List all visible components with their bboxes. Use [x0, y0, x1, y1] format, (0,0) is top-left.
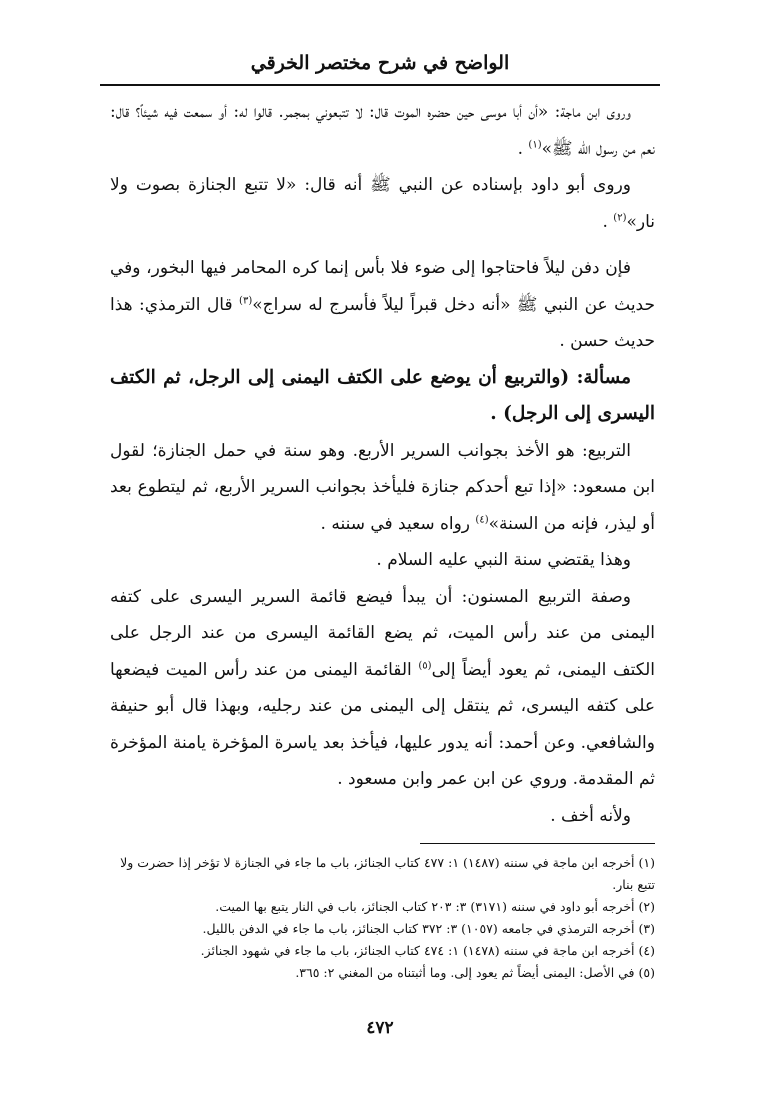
- paragraph-3-text: فإن دفن ليلاً فاحتاجوا إلى ضوء فلا بأس إنما كره المحامر فيها البخور، وفي حديث عن النبي ﷺ «أنه دخل قبراً ليلاً فأسرج له سراج»: [110, 258, 655, 315]
- footnote-ref-4: (٤): [475, 513, 489, 525]
- main-text: [110, 94, 655, 834]
- paragraph-8: ولأنه أخف .: [550, 805, 631, 826]
- paragraph-3-end: قال الترمذي: هذا حديث حسن .: [110, 294, 655, 351]
- paragraph-6: وهذا يقتضي سنة النبي عليه السلام .: [376, 550, 631, 570]
- paragraph-7-end: القائمة اليمنى من عند رأس الميت فيضعها على كتفه اليسرى، ثم ينتقل إلى اليمنى من عند رجليه، وبهذا قال أبو حنيفة والشافعي. وعن أحمد: أنه يدور عليها، فيأخذ بعد ياسرة المؤخرة يامنة المؤخرة ثم المقدمة. وروي عن ابن عمر وابن مسعود .: [110, 659, 655, 789]
- paragraph-1-end: .: [517, 138, 529, 159]
- paragraph-3: [110, 250, 655, 360]
- paragraph-7: [110, 579, 655, 798]
- paragraph-7-text: وصفة التربيع المسنون: أن يبدأ فيضع قائمة السرير اليسرى على كتفه اليمنى من عند رأس الميت، ثم يضع القائمة اليسرى من عند الرجل على الكتف اليمنى، ثم يعود أيضاً إلى: [110, 586, 655, 680]
- running-header: الواضح في شرح مختصر الخرقي: [250, 52, 510, 74]
- paragraph-5: [110, 433, 655, 543]
- footnote-3: (٣) أخرجه الترمذي في جامعه (١٠٥٧) ٣: ٣٧٢ كتاب الجنائز، باب ما جاء في الدفن بالليل.: [202, 921, 655, 936]
- footnote-4: (٤) أخرجه ابن ماجة في سننه (١٤٧٨) ١: ٤٧٤ كتاب الجنائز، باب ما جاء في شهود الجنائز.: [200, 943, 655, 958]
- footnote-5: (٥) في الأصل: اليمنى أيضاً ثم يعود إلى. وما أثبتناه من المغني ٢: ٣٦٥.: [295, 965, 655, 980]
- paragraph-1: [110, 94, 655, 167]
- footnotes: [105, 852, 655, 984]
- footnote-rule: [420, 843, 655, 844]
- paragraph-2: [110, 167, 655, 240]
- paragraph-1-text: وروى ابن ماجة: «أن أبا موسى حين حضره الموت قال: لا تتبعوني بمجمر. قالوا له: أو سمعت فيه شيئاً؟ قال: نعم من رسول الله ﷺ»: [110, 102, 655, 159]
- footnote-1: (١) أخرجه ابن ماجة في سننه (١٤٨٧) ١: ٤٧٧ كتاب الجنائز، باب ما جاء في الجنازة لا تؤخر إذا حضرت ولا تتبع بنار.: [120, 855, 655, 892]
- paragraph-2-text: وروى أبو داود بإسناده عن النبي ﷺ أنه قال: «لا تتبع الجنازة بصوت ولا نار»: [110, 175, 655, 232]
- footnote-ref-1: (١): [528, 138, 542, 150]
- paragraph-5-end: رواه سعيد في سننه .: [320, 513, 476, 534]
- header-rule: [100, 84, 660, 86]
- footnote-ref-3: (٣): [239, 294, 253, 306]
- paragraph-5-text: التربيع: هو الأخذ بجوانب السرير الأربع. وهو سنة في حمل الجنازة؛ لقول ابن مسعود: «إذا تبع أحدكم جنازة فليأخذ بجوانب السرير الأربع، ثم ليتطوع بعد أو ليذر، فإنه من السنة»: [110, 440, 655, 534]
- footnote-ref-2: (٢): [613, 211, 627, 223]
- masala-heading: مسألة: (والتربيع أن يوضع على الكتف اليمنى إلى الرجل، ثم الكتف اليسرى إلى الرجل) .: [110, 366, 655, 424]
- footnote-ref-5: (٥): [418, 659, 432, 671]
- page-number: ٤٧٢: [366, 1018, 394, 1038]
- paragraph-2-end: .: [602, 211, 614, 232]
- footnote-2: (٢) أخرجه أبو داود في سننه (٣١٧١) ٣: ٢٠٣ كتاب الجنائز، باب في النار يتبع بها الميت.: [215, 899, 655, 914]
